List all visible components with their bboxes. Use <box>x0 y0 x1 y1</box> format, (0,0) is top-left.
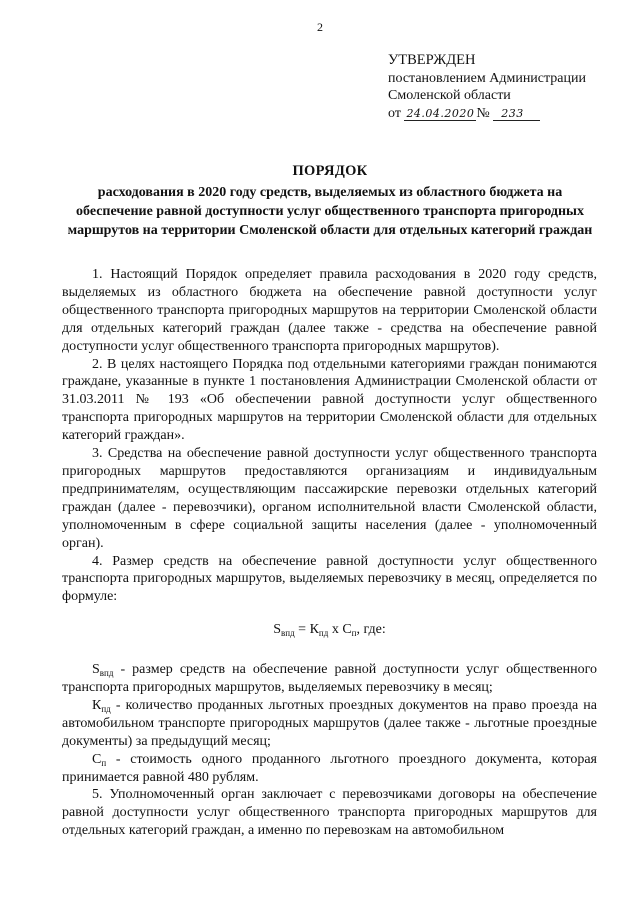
formula-tail: , где: <box>356 622 386 638</box>
formula-s-sub: впд <box>281 628 295 639</box>
document-body <box>62 266 597 840</box>
definition-k: $К_{пд}$ - количество проданных льготных проездных документов на право проезда на автомобильном транспорте пригородных маршрутов (далее также - льготные проездные документы) за предыдущий месяц; <box>62 697 597 749</box>
approval-number-handwritten: 233 <box>493 107 540 121</box>
formula-eq: = <box>294 622 310 638</box>
document-title <box>60 162 600 240</box>
paragraph-5: 5. Уполномоченный орган заключает с перевозчиками договоры на обеспечение равной доступности услуг общественного транспорта пригородных маршрутов для отдельных категорий граждан, а именно по перевозкам на автомобильном <box>62 787 597 839</box>
approval-date-prefix: от <box>388 105 401 121</box>
paragraph-1: 1. Настоящий Порядок определяет правила расходования в 2020 году средств, выделяемых из областного бюджета на обеспечение равной доступности услуг общественного транспорта пригородных маршрутов на территории Смоленской области для отдельных категорий граждан (далее также - средства на обеспечение равной доступности услуг общественного транспорта пригородных маршрутов). <box>62 267 597 354</box>
approval-stamp <box>388 52 586 122</box>
paragraph-4: 4. Размер средств на обеспечение равной доступности услуг общественного транспорта пригородных маршрутов, выделяемых перевозчику в месяц, определяется по формуле: <box>62 553 597 605</box>
paragraph-3: 3. Средства на обеспечение равной доступности услуг общественного транспорта пригородных маршрутов предоставляются организациям и индивидуальным предпринимателям, осуществляющим пассажирские перевозки отдельных категорий граждан (далее - перевозчики), органом исполнительной власти Смоленской области, уполномоченным в сфере социальной защиты населения (далее - уполномоченный орган). <box>62 446 597 551</box>
definition-k-text: - количество проданных льготных проездных документов на право проезда на автомобильном транспорте пригородных маршрутов (далее также - льготные проездные документы) за предыдущий месяц; <box>62 697 597 749</box>
definition-s: $S_{впд}$ - размер средств на обеспечение равной доступности услуг общественного транспорта пригородных маршрутов, выделяемых перевозчику в месяц; <box>62 662 597 696</box>
formula-c-sub: п <box>351 628 357 639</box>
formula-k-sub: пд <box>318 628 329 639</box>
paragraph-2: 2. В целях настоящего Порядка под отдельными категориями граждан понимаются граждане, указанные в пункте 1 постановления Администрации Смоленской области от 31.03.2011 № 193 «Об обеспечении равной доступности услуг общественного транспорта пригородных маршрутов на территории Смоленской области для отдельных категорий граждан». <box>62 356 597 444</box>
approval-line-1: постановлением Администрации <box>388 70 586 86</box>
page-number: 2 <box>317 20 323 34</box>
formula-k: К <box>309 622 319 638</box>
definition-s-text: - размер средств на обеспечение равной доступности услуг общественного транспорта пригородных маршрутов, выделяемых перевозчику в месяц; <box>62 662 597 696</box>
formula-times: х <box>328 622 343 638</box>
formula-s: S <box>273 622 282 638</box>
approval-number-sign: № <box>476 105 490 121</box>
approval-date-handwritten: 24.04.2020 <box>406 106 475 120</box>
title-subheading: расходования в 2020 году средств, выделяемых из областного бюджета на обеспечение равной доступности услуг общественного транспорта пригородных маршрутов на территории Смоленской области для отдельных категорий граждан <box>67 185 593 238</box>
definition-c: $С_п$ - стоимость одного проданного льготного проездного документа, которая принимается равной 480 рублям. <box>62 751 597 785</box>
formula <box>62 621 597 639</box>
approval-heading: УТВЕРЖДЕН <box>388 52 476 68</box>
approval-line-2: Смоленской области <box>388 88 511 103</box>
title-heading: ПОРЯДОК <box>292 163 368 179</box>
definition-c-text: - стоимость одного проданного льготного проездного документа, которая принимается равной 480 рублям. <box>62 751 597 785</box>
approval-date-line <box>388 105 586 123</box>
formula-c: С <box>342 622 352 638</box>
